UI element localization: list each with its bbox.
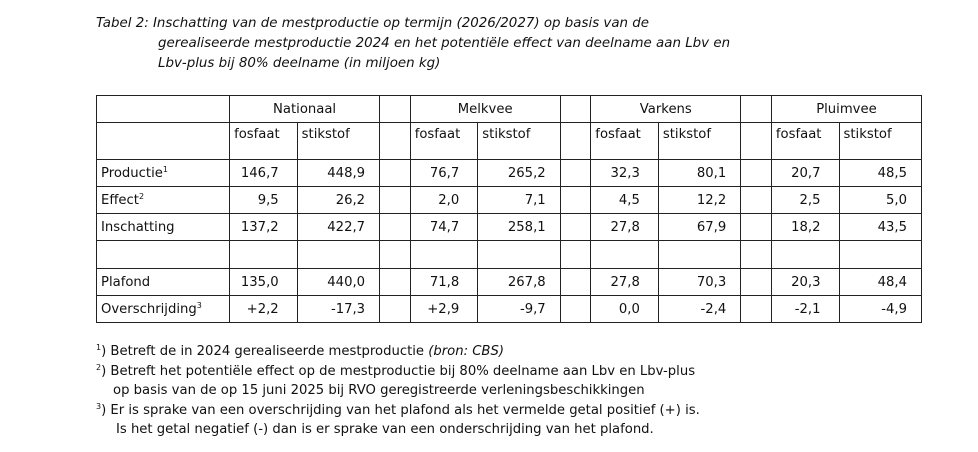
spacer-cell	[380, 123, 411, 160]
caption-line-1: Tabel 2: Inschatting van de mestproductie op termijn (2026/2027) op basis van de	[96, 16, 650, 31]
subheader-stikstof: stikstof	[658, 123, 740, 160]
corner-cell	[97, 96, 230, 123]
group-header-nationaal: Nationaal	[230, 96, 380, 123]
caption-line-3: Lbv-plus bij 80% deelname (in miljoen kg)	[158, 56, 441, 71]
value-cell: -9,7	[478, 296, 560, 323]
value-cell: 422,7	[297, 214, 379, 241]
value-cell: 137,2	[230, 214, 298, 241]
value-cell: 20,3	[771, 269, 839, 296]
value-cell: 18,2	[771, 214, 839, 241]
value-cell: 80,1	[658, 160, 740, 187]
spacer-cell	[380, 96, 411, 123]
value-cell: -17,3	[297, 296, 379, 323]
subheader-fosfaat: fosfaat	[591, 123, 659, 160]
value-cell: 27,8	[591, 269, 659, 296]
row-label: Overschrijding$^3$	[97, 296, 230, 323]
value-cell: 32,3	[591, 160, 659, 187]
spacer-cell	[560, 187, 591, 214]
value-cell: 74,7	[410, 214, 478, 241]
spacer-cell	[560, 96, 591, 123]
value-cell: 9,5	[230, 187, 298, 214]
spacer-cell	[560, 269, 591, 296]
blank-row	[97, 241, 922, 269]
spacer-cell	[380, 187, 411, 214]
value-cell: 2,0	[410, 187, 478, 214]
value-cell: 135,0	[230, 269, 298, 296]
group-header-row	[97, 96, 922, 123]
spacer-cell	[560, 123, 591, 160]
value-cell: +2,2	[230, 296, 298, 323]
subheader-stikstof: stikstof	[478, 123, 560, 160]
value-cell: 2,5	[771, 187, 839, 214]
value-cell: 265,2	[478, 160, 560, 187]
subheader-fosfaat: fosfaat	[771, 123, 839, 160]
caption-line-2: gerealiseerde mestproductie 2024 en het potentiële effect van deelname aan Lbv en	[158, 36, 731, 51]
value-cell: 258,1	[478, 214, 560, 241]
spacer-cell	[741, 269, 772, 296]
table-row	[97, 269, 922, 296]
subheader-fosfaat: fosfaat	[230, 123, 298, 160]
group-header-pluimvee: Pluimvee	[771, 96, 921, 123]
value-cell: 448,9	[297, 160, 379, 187]
spacer-cell	[741, 160, 772, 187]
value-cell: 26,2	[297, 187, 379, 214]
spacer-cell	[560, 160, 591, 187]
value-cell: 27,8	[591, 214, 659, 241]
spacer-cell	[380, 160, 411, 187]
value-cell: 43,5	[839, 214, 922, 241]
footnote-2: $^2$) Betreft het potentiële effect op de mestproductie bij 80% deelname aan Lbv en Lbv-plus	[96, 362, 696, 379]
subheader-stikstof: stikstof	[297, 123, 379, 160]
table-row	[97, 214, 922, 241]
value-cell: 0,0	[591, 296, 659, 323]
subheader-fosfaat: fosfaat	[410, 123, 478, 160]
value-cell: -4,9	[839, 296, 922, 323]
spacer-cell	[741, 96, 772, 123]
value-cell: 20,7	[771, 160, 839, 187]
spacer-cell	[741, 187, 772, 214]
manure-production-table	[96, 95, 922, 323]
spacer-cell	[560, 296, 591, 323]
group-header-varkens: Varkens	[591, 96, 741, 123]
value-cell: +2,9	[410, 296, 478, 323]
row-label: Plafond	[97, 269, 230, 296]
value-cell: -2,1	[771, 296, 839, 323]
value-cell: 5,0	[839, 187, 922, 214]
spacer-cell	[741, 214, 772, 241]
row-label: Effect$^2$	[97, 187, 230, 214]
footnote-3-continued: Is het getal negatief (-) dan is er sprake van een onderschrijding van het plafond.	[116, 422, 654, 438]
value-cell: 67,9	[658, 214, 740, 241]
subheader-stikstof: stikstof	[839, 123, 922, 160]
spacer-cell	[380, 269, 411, 296]
group-header-melkvee: Melkvee	[410, 96, 560, 123]
value-cell: 76,7	[410, 160, 478, 187]
footnotes	[96, 342, 956, 440]
value-cell: 7,1	[478, 187, 560, 214]
value-cell: -2,4	[658, 296, 740, 323]
table-row	[97, 296, 922, 323]
value-cell: 70,3	[658, 269, 740, 296]
value-cell: 12,2	[658, 187, 740, 214]
value-cell: 267,8	[478, 269, 560, 296]
table-row	[97, 160, 922, 187]
spacer-cell	[741, 123, 772, 160]
value-cell: 48,5	[839, 160, 922, 187]
value-cell: 440,0	[297, 269, 379, 296]
spacer-cell	[380, 214, 411, 241]
value-cell: 71,8	[410, 269, 478, 296]
footnote-3: $^3$) Er is sprake van een overschrijding van het plafond als het vermelde getal positief (+) is.	[96, 401, 700, 418]
value-cell: 4,5	[591, 187, 659, 214]
value-cell: 48,4	[839, 269, 922, 296]
spacer-cell	[741, 296, 772, 323]
row-label: Productie$^1$	[97, 160, 230, 187]
footnote-2-continued: op basis van de op 15 juni 2025 bij RVO geregistreerde verleningsbeschikkingen	[113, 383, 645, 399]
spacer-cell	[380, 296, 411, 323]
table-row	[97, 187, 922, 214]
footnote-1: $^1$) Betreft de in 2024 gerealiseerde mestproductie (bron: CBS)	[96, 343, 504, 359]
table-caption	[96, 14, 956, 74]
row-label: Inschatting	[97, 214, 230, 241]
corner-cell	[97, 123, 230, 160]
spacer-cell	[560, 214, 591, 241]
value-cell: 146,7	[230, 160, 298, 187]
sub-header-row	[97, 123, 922, 160]
